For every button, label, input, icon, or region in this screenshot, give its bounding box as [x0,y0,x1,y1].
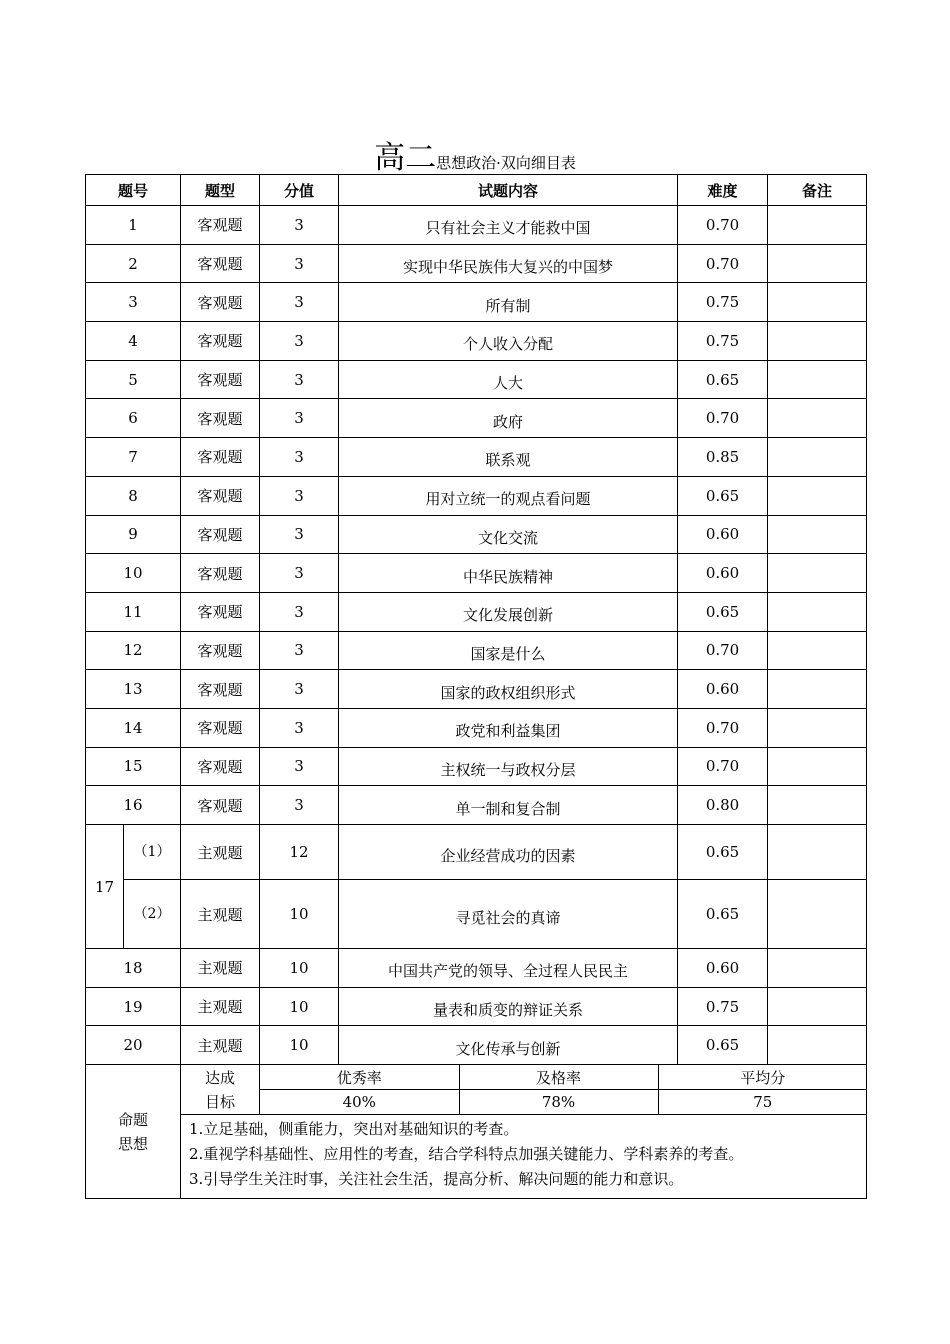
cell-type: 客观题 [181,708,260,747]
cell-type: 客观题 [181,476,260,515]
cell-no: 20 [86,1026,181,1065]
cell-difficulty: 0.65 [678,1026,768,1065]
cell-remark [768,1026,867,1065]
cell-content: 量表和质变的辩证关系 [339,987,678,1026]
table-row [86,322,867,361]
cell-type: 客观题 [181,515,260,554]
cell-type: 主观题 [181,949,260,988]
cell-difficulty: 0.70 [678,631,768,670]
title-subject: 思想政治·双向细目表 [436,154,576,172]
pass-value: 78% [459,1090,658,1115]
cell-difficulty: 0.85 [678,438,768,477]
table-row [86,949,867,988]
cell-difficulty: 0.60 [678,515,768,554]
question-17 [86,825,867,949]
cell-score: 10 [260,949,339,988]
cell-no: 4 [86,322,181,361]
cell-sub-2: （2） [124,880,181,949]
cell-remark [768,987,867,1026]
cell-content: 国家的政权组织形式 [339,670,678,709]
cell-remark [768,631,867,670]
cell-score: 3 [260,360,339,399]
header-no: 题号 [86,175,181,206]
header-difficulty: 难度 [678,175,768,206]
header-type: 题型 [181,175,260,206]
cell-difficulty: 0.60 [678,949,768,988]
ideas-cell [181,1115,867,1199]
cell-content: 单一制和复合制 [339,786,678,825]
cell-no: 2 [86,244,181,283]
cell-score: 3 [260,322,339,361]
cell-no: 15 [86,747,181,786]
cell-content: 寻觅社会的真谛 [339,880,678,949]
table-row [86,1026,867,1065]
cell-difficulty: 0.70 [678,244,768,283]
cell-remark [768,880,867,949]
cell-content: 文化交流 [339,515,678,554]
cell-content: 政党和利益集团 [339,708,678,747]
cell-content: 用对立统一的观点看问题 [339,476,678,515]
table-row [86,786,867,825]
table-row-17-1 [86,825,867,880]
cell-score: 10 [260,987,339,1026]
table-row [86,438,867,477]
cell-remark [768,708,867,747]
cell-content: 国家是什么 [339,631,678,670]
cell-no: 11 [86,592,181,631]
excellent-value: 40% [260,1090,459,1115]
table-row [86,708,867,747]
cell-content: 文化发展创新 [339,592,678,631]
cell-no: 1 [86,206,181,245]
cell-remark [768,949,867,988]
cell-no: 3 [86,283,181,322]
target-label: 达成目标 [181,1065,260,1115]
cell-type: 客观题 [181,206,260,245]
cell-type: 主观题 [181,1026,260,1065]
cell-no: 18 [86,949,181,988]
cell-content: 只有社会主义才能救中国 [339,206,678,245]
pass-label: 及格率 [459,1065,658,1090]
ideas-row [86,1115,867,1199]
table-row [86,515,867,554]
cell-type: 客观题 [181,438,260,477]
cell-no: 8 [86,476,181,515]
cell-remark [768,206,867,245]
cell-remark [768,322,867,361]
cell-remark [768,786,867,825]
cell-score: 12 [260,825,339,880]
cell-remark [768,399,867,438]
cell-remark [768,592,867,631]
cell-score: 10 [260,1026,339,1065]
cell-score: 3 [260,554,339,593]
cell-content: 政府 [339,399,678,438]
avg-value: 75 [753,1093,773,1112]
cell-difficulty: 0.65 [678,592,768,631]
cell-score: 3 [260,244,339,283]
cell-difficulty: 0.65 [678,476,768,515]
cell-difficulty: 0.60 [678,670,768,709]
cell-type: 客观题 [181,399,260,438]
header-row [86,175,867,206]
cell-difficulty: 0.65 [678,360,768,399]
cell-remark [768,360,867,399]
cell-content: 联系观 [339,438,678,477]
cell-score: 3 [260,708,339,747]
cell-difficulty: 0.65 [678,825,768,880]
table-row [86,399,867,438]
cell-type: 主观题 [181,825,260,880]
cell-score: 3 [260,283,339,322]
cell-no: 16 [86,786,181,825]
cell-remark [768,283,867,322]
cell-score: 3 [260,631,339,670]
table-row-17-2 [86,880,867,949]
cell-score: 3 [260,438,339,477]
idea-2: 2.重视学科基础性、应用性的考查，结合学科特点加强关键能力、学科素养的考查。 [189,1145,744,1164]
cell-difficulty: 0.80 [678,786,768,825]
cell-type: 客观题 [181,554,260,593]
cell-remark [768,515,867,554]
page-title [0,132,950,177]
cell-no: 12 [86,631,181,670]
target-row [86,1065,867,1115]
cell-content: 中华民族精神 [339,554,678,593]
spec-table [85,174,867,1199]
table-row [86,476,867,515]
cell-difficulty: 0.75 [678,987,768,1026]
table-row [86,206,867,245]
cell-type: 客观题 [181,747,260,786]
cell-difficulty: 0.70 [678,708,768,747]
cell-content: 实现中华民族伟大复兴的中国梦 [339,244,678,283]
cell-difficulty: 0.60 [678,554,768,593]
table-row [86,631,867,670]
cell-no: 10 [86,554,181,593]
cell-type: 主观题 [181,880,260,949]
cell-type: 客观题 [181,786,260,825]
cell-type: 客观题 [181,360,260,399]
cell-score: 3 [260,786,339,825]
table-row [86,987,867,1026]
footer-label: 命题思想 [86,1065,181,1199]
cell-difficulty: 0.70 [678,747,768,786]
cell-score: 3 [260,592,339,631]
target-grid [260,1065,867,1115]
cell-content: 企业经营成功的因素 [339,825,678,880]
cell-remark [768,244,867,283]
cell-content: 主权统一与政权分层 [339,747,678,786]
cell-no-17: 17 [86,825,124,949]
target-header-row [260,1065,867,1090]
cell-type: 客观题 [181,244,260,283]
cell-remark [768,825,867,880]
cell-difficulty: 0.65 [678,880,768,949]
cell-type: 主观题 [181,987,260,1026]
cell-type: 客观题 [181,592,260,631]
footer-section [86,1065,867,1199]
cell-difficulty: 0.75 [678,283,768,322]
cell-difficulty: 0.70 [678,399,768,438]
cell-content: 文化传承与创新 [339,1026,678,1065]
cell-score: 3 [260,399,339,438]
excellent-label: 优秀率 [260,1065,459,1090]
cell-no: 19 [86,987,181,1026]
cell-score: 3 [260,747,339,786]
cell-type: 客观题 [181,631,260,670]
table-row [86,360,867,399]
cell-content: 人大 [339,360,678,399]
cell-content: 中国共产党的领导、全过程人民民主 [339,949,678,988]
cell-type: 客观题 [181,322,260,361]
cell-content: 个人收入分配 [339,322,678,361]
cell-remark [768,476,867,515]
header-score: 分值 [260,175,339,206]
cell-no: 14 [86,708,181,747]
table-row [86,244,867,283]
idea-1: 1.立足基础，侧重能力，突出对基础知识的考查。 [189,1120,519,1139]
header-remark: 备注 [768,175,867,206]
cell-score: 10 [260,880,339,949]
target-table [260,1065,867,1114]
cell-difficulty: 0.75 [678,322,768,361]
target-value-row [260,1090,867,1115]
cell-sub-1: （1） [124,825,181,880]
table-row [86,747,867,786]
cell-type: 客观题 [181,670,260,709]
cell-remark [768,747,867,786]
cell-remark [768,438,867,477]
cell-no: 13 [86,670,181,709]
cell-content: 所有制 [339,283,678,322]
cell-remark [768,554,867,593]
cell-type: 客观题 [181,283,260,322]
cell-no: 7 [86,438,181,477]
title-grade: 高二 [374,140,437,176]
cell-no: 9 [86,515,181,554]
cell-difficulty: 0.70 [678,206,768,245]
idea-3: 3.引导学生关注时事，关注社会生活，提高分析、解决问题的能力和意识。 [189,1170,684,1189]
avg-label: 平均分 [658,1065,867,1090]
cell-remark [768,670,867,709]
cell-no: 5 [86,360,181,399]
header-content: 试题内容 [339,175,678,206]
table-row [86,554,867,593]
objective-rows [86,206,867,825]
table-row [86,283,867,322]
table-row [86,592,867,631]
table-row [86,670,867,709]
cell-score: 3 [260,476,339,515]
subjective-rows [86,949,867,1065]
cell-score: 3 [260,515,339,554]
cell-score: 3 [260,670,339,709]
cell-score: 3 [260,206,339,245]
cell-no: 6 [86,399,181,438]
